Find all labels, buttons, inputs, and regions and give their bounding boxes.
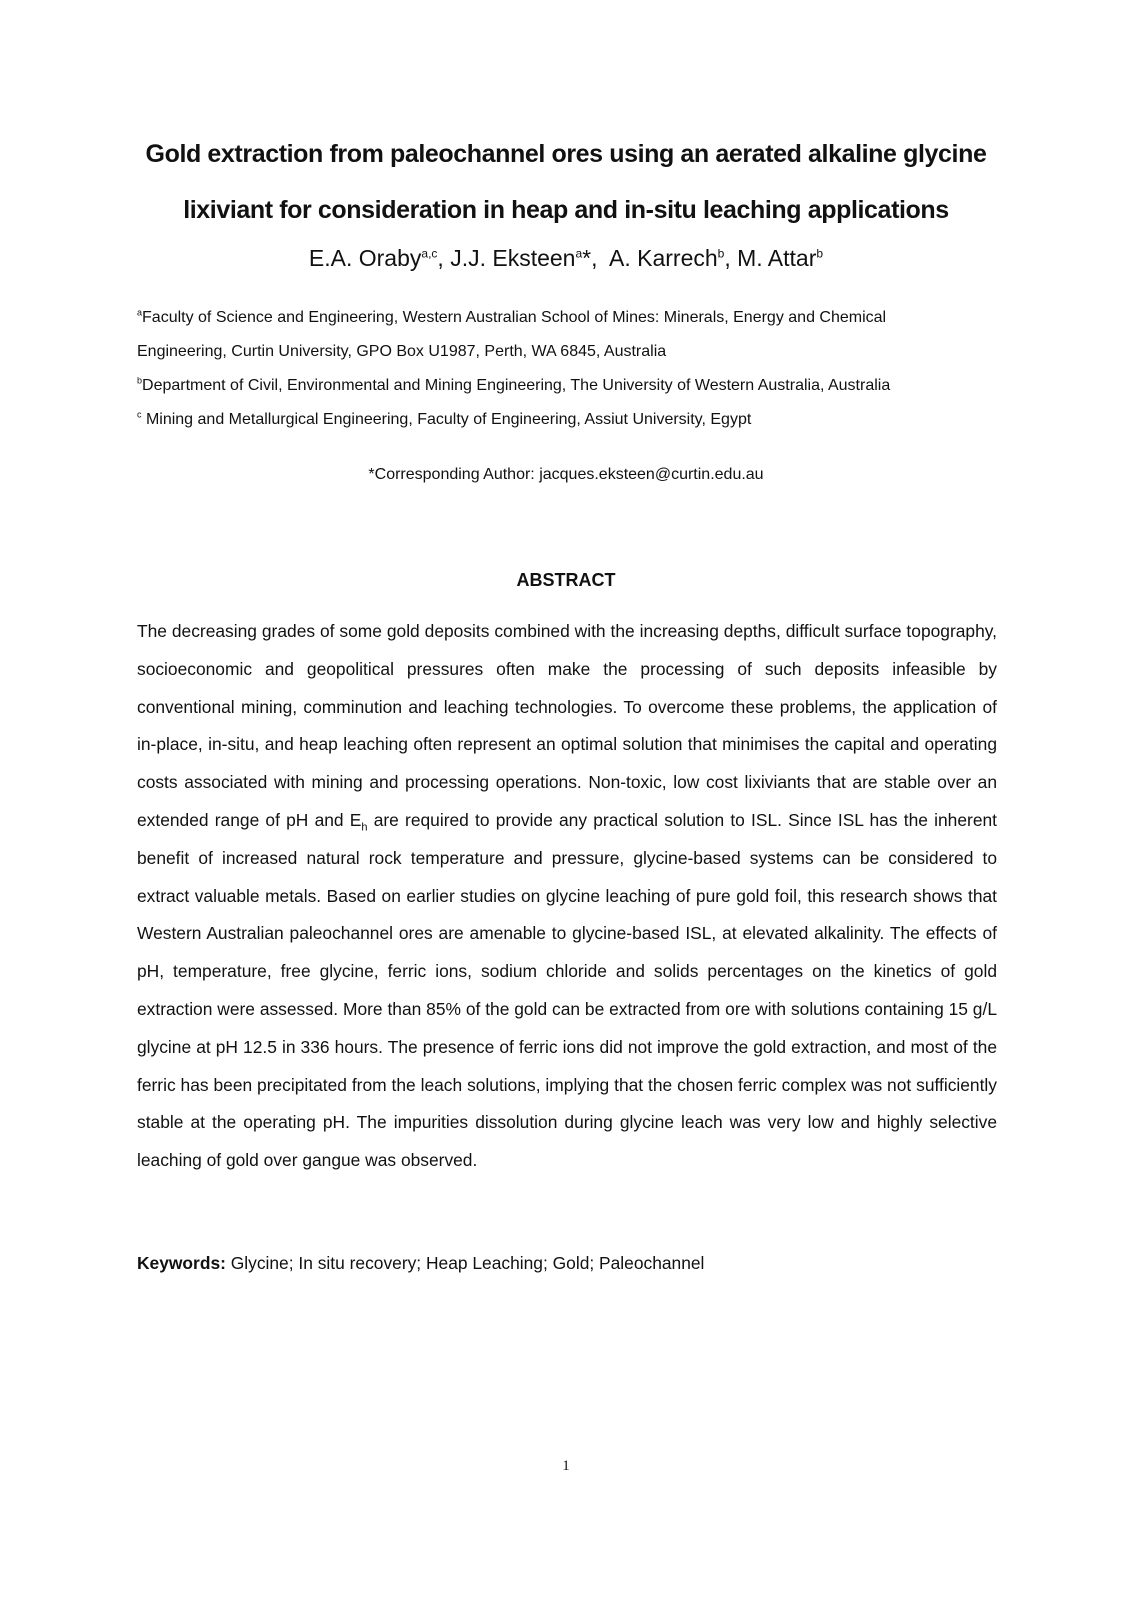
affiliation-text: Faculty of Science and Engineering, Western Australian School of Mines: Minerals, Energy and Chemical (142, 309, 887, 326)
author-name: M. Attar (737, 245, 817, 271)
author-affiliation-marker: b (816, 246, 824, 261)
corresponding-author: *Corresponding Author: jacques.eksteen@curtin.edu.au (368, 466, 764, 483)
keywords-label: Keywords: (137, 1253, 226, 1273)
author-separator: , (724, 245, 738, 271)
affiliation-c (137, 411, 997, 429)
author-name: J.J. Eksteen (450, 245, 576, 271)
author-separator: , (591, 245, 610, 271)
abstract-body (137, 613, 997, 1180)
author-list (60, 245, 1072, 272)
affiliation-marker: a (137, 307, 143, 318)
abstract-text-part-2: are required to provide any practical solution to ISL. Since ISL has the inherent benefit of increased natural rock temperature and pressure, glycine-based systems can be considered to extract valuable metals. Based on earlier studies on glycine leaching of pure gold foil, this research shows that Western Australian paleochannel ores are amenable to glycine-based ISL, at elevated alkalinity. The effects of pH, temperature, free glycine, ferric ions, sodium chloride and solids percentages on the kinetics of gold extraction were assessed. More than 85% of the gold can be extracted from ore with solutions containing 15 g/L glycine at pH 12.5 in 336 hours. The presence of ferric ions did not improve the gold extraction, and most of the ferric has been precipitated from the leach solutions, implying that the chosen ferric complex was not sufficiently stable at the operating pH. The impurities dissolution during glycine leach was very low and highly selective leaching of gold over gangue was observed. (137, 809, 997, 1171)
affiliation-marker: b (137, 375, 143, 386)
author-affiliation-marker: b (717, 246, 725, 261)
affiliation-text: Mining and Metallurgical Engineering, Faculty of Engineering, Assiut University, Egypt (141, 411, 752, 428)
affiliation-a (137, 309, 997, 327)
author-affiliation-marker: a (575, 246, 583, 261)
corresponding-marker: * (582, 245, 592, 271)
abstract-text-part-1: The decreasing grades of some gold deposits combined with the increasing depths, difficult surface topography, socioeconomic and geopolitical pressures often make the processing of such deposits infeasible by conventional mining, comminution and leaching technologies. To overcome these problems, the application of in-place, in-situ, and heap leaching often represent an optimal solution that minimises the capital and operating costs associated with mining and processing operations. Non-toxic, low cost lixiviants that are stable over an extended range of pH and E (137, 621, 997, 830)
author-affiliation-marker: a,c (421, 246, 438, 261)
affiliation-text: Department of Civil, Environmental and Mining Engineering, The University of Western Australia, Australia (142, 377, 891, 394)
keywords-text: Glycine; In situ recovery; Heap Leaching; Gold; Paleochannel (225, 1253, 705, 1273)
author-separator: , (437, 245, 451, 271)
abstract-subscript: h (361, 821, 368, 834)
affiliation-marker: c (137, 409, 142, 420)
author-name: A. Karrech (609, 245, 718, 271)
paper-title-line-1: Gold extraction from paleochannel ores using an aerated alkaline glycine (145, 140, 987, 168)
keywords (137, 1253, 997, 1274)
paper-title-line-2: lixiviant for consideration in heap and in-situ leaching applications (183, 196, 949, 224)
author-name: E.A. Oraby (308, 245, 422, 271)
affiliation-a-continued: Engineering, Curtin University, GPO Box U1987, Perth, WA 6845, Australia (137, 343, 667, 360)
abstract-heading: ABSTRACT (516, 570, 616, 590)
affiliation-b (137, 377, 997, 395)
page-number: 1 (562, 1458, 570, 1474)
